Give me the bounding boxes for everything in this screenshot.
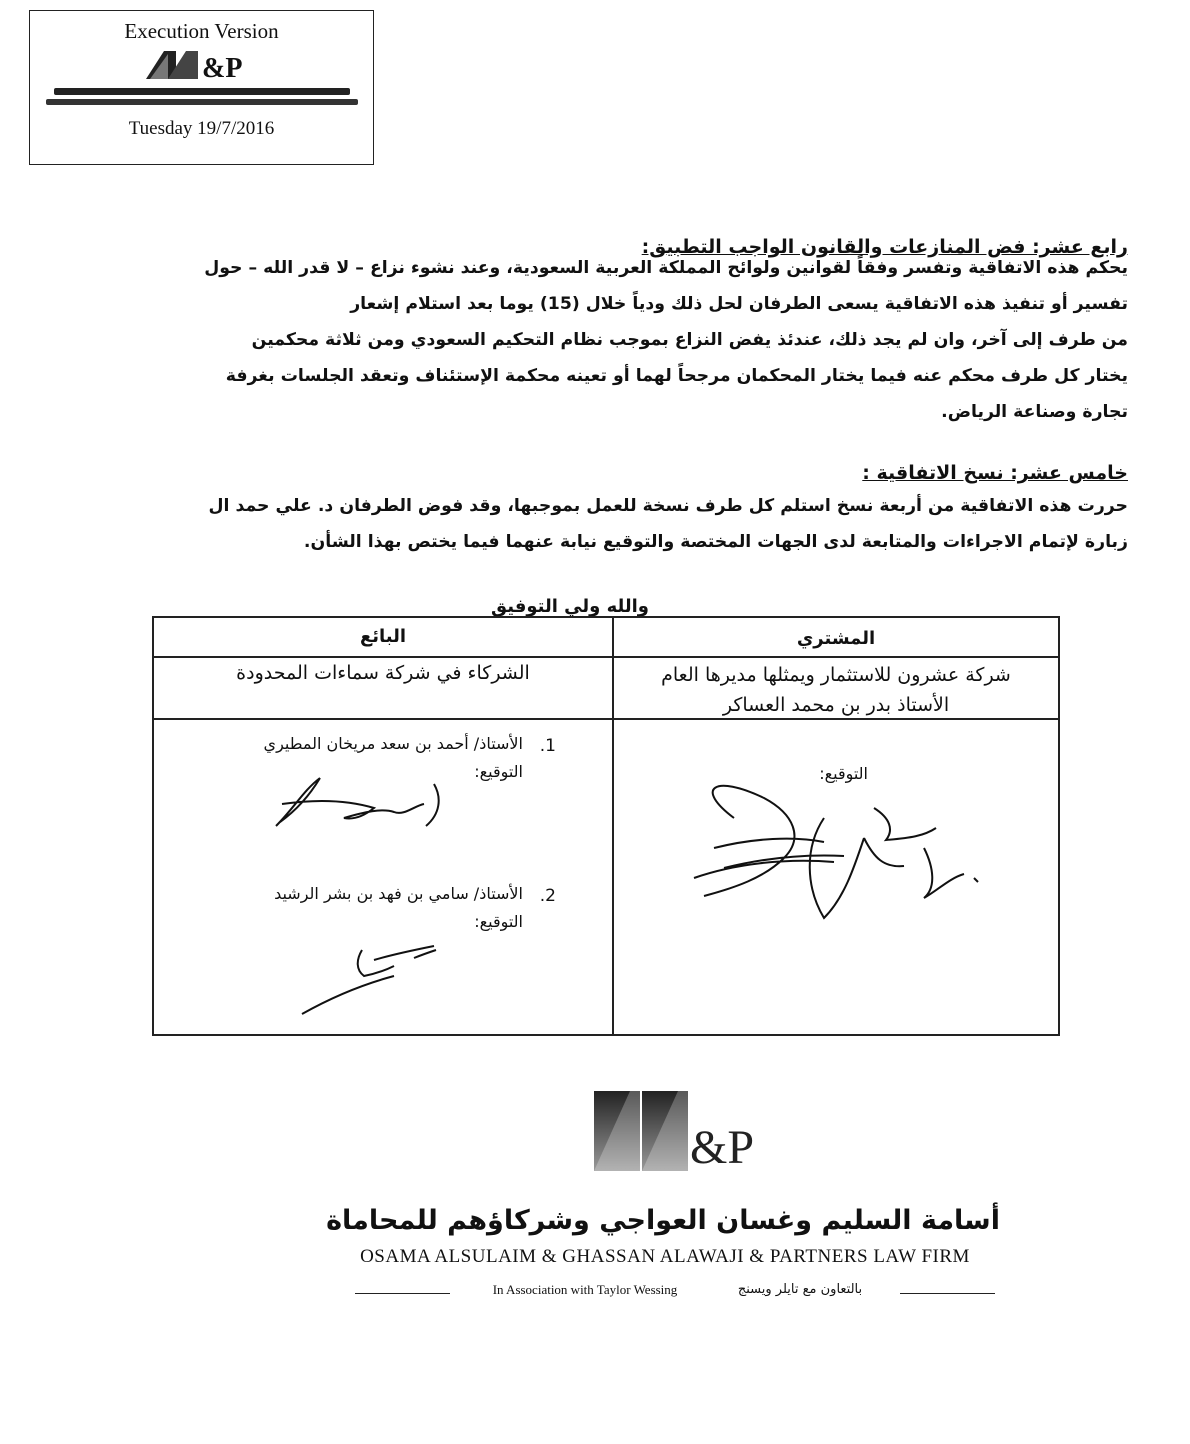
- section-14-heading: رابع عشر: فض المنازعات والقانون الواجب التطبيق:: [641, 236, 1128, 258]
- execution-stamp: [29, 10, 374, 165]
- seller-2-signature: [294, 936, 444, 1021]
- buyer-company-line2: الأستاذ بدر بن محمد العساكر: [722, 694, 950, 716]
- section-14-line: تجارة وصناعة الرياض.: [941, 402, 1128, 422]
- stamp-logo: [142, 48, 262, 82]
- section-14-line: يختار كل طرف محكم عنه فيما يختار المحكمان مرجحاً لهما أو تعينه محكمة الإستئناف وتعقد الجلسات بغرفة: [225, 366, 1128, 386]
- footer-firm-name-ar: أسامة السليم وغسان العواجي وشركاؤهم للمحاماة: [326, 1205, 1000, 1236]
- stamp-date: Tuesday 19/7/2016: [128, 118, 275, 139]
- section-14-line: تفسير أو تنفيذ هذه الاتفاقية يسعى الطرفان لحل ذلك ودياً خلال (15) يوما بعد استلام إشعار: [350, 294, 1128, 314]
- association-ar: بالتعاون مع تايلر ويسنج: [737, 1282, 863, 1297]
- section-15-body: [153, 488, 1128, 560]
- section-15-heading: خامس عشر: نسخ الاتفاقية :: [862, 462, 1128, 484]
- section-15-line: زبارة لإتمام الاجراءات والمتابعة لدى الجهات المختصة والتوقيع نيابة عنهما فيما يختص بهذا الشأن.: [303, 532, 1128, 552]
- seller-2-number: 2.: [539, 886, 556, 906]
- seller-company: الشركاء في شركة سماءات المحدودة: [236, 662, 530, 684]
- section-14-body: [153, 250, 1128, 430]
- section-15-line: حررت هذه الاتفاقية من أربعة نسخ استلم كل طرف نسخة للعمل بموجبها، وقد فوض الطرفان د. علي حمد ال: [208, 496, 1128, 516]
- seller-1-name: الأستاذ/ أحمد بن سعد مريخان المطيري: [263, 734, 523, 753]
- seller-1-signature-label: التوقيع:: [474, 762, 523, 781]
- section-14-line: من طرف إلى آخر، وان لم يجد ذلك، عندئذ يفض النزاع بموجب نظام التحكيم السعودي ومن ثلاثة محكمين: [251, 330, 1128, 350]
- seller-heading: البائع: [359, 626, 407, 647]
- signature-table: [152, 616, 1060, 1036]
- footer-logo: [590, 1085, 770, 1175]
- closing-phrase: والله ولي التوفيق: [491, 596, 649, 617]
- buyer-signature: [674, 778, 994, 928]
- buyer-company-line1: شركة عشرون للاستثمار ويمثلها مديرها العام: [661, 664, 1011, 686]
- seller-2-name: الأستاذ/ سامي بن فهد بن بشر الرشيد: [274, 884, 523, 903]
- footer-firm-name-en: OSAMA ALSULAIM & GHASSAN ALAWAJI & PARTNERS LAW FIRM: [360, 1246, 970, 1267]
- footer-association: [355, 1282, 995, 1304]
- svg-text:&P: &P: [201, 53, 242, 82]
- svg-text:&P: &P: [690, 1121, 755, 1174]
- section-14-line: يحكم هذه الاتفاقية وتفسر وفقاً لقوانين ولوائح المملكة العربية السعودية، وعند نشوء نزاع – لا قدر الله – حول: [204, 258, 1128, 278]
- buyer-signature-label: التوقيع:: [819, 764, 868, 783]
- seller-1-signature: [264, 768, 464, 838]
- stamp-firm-names: [46, 86, 358, 112]
- buyer-heading: المشتري: [796, 628, 876, 649]
- stamp-version: Execution Version: [124, 19, 279, 43]
- association-en: In Association with Taylor Wessing: [492, 1282, 678, 1297]
- seller-2-signature-label: التوقيع:: [474, 912, 523, 931]
- seller-1-number: 1.: [539, 736, 556, 756]
